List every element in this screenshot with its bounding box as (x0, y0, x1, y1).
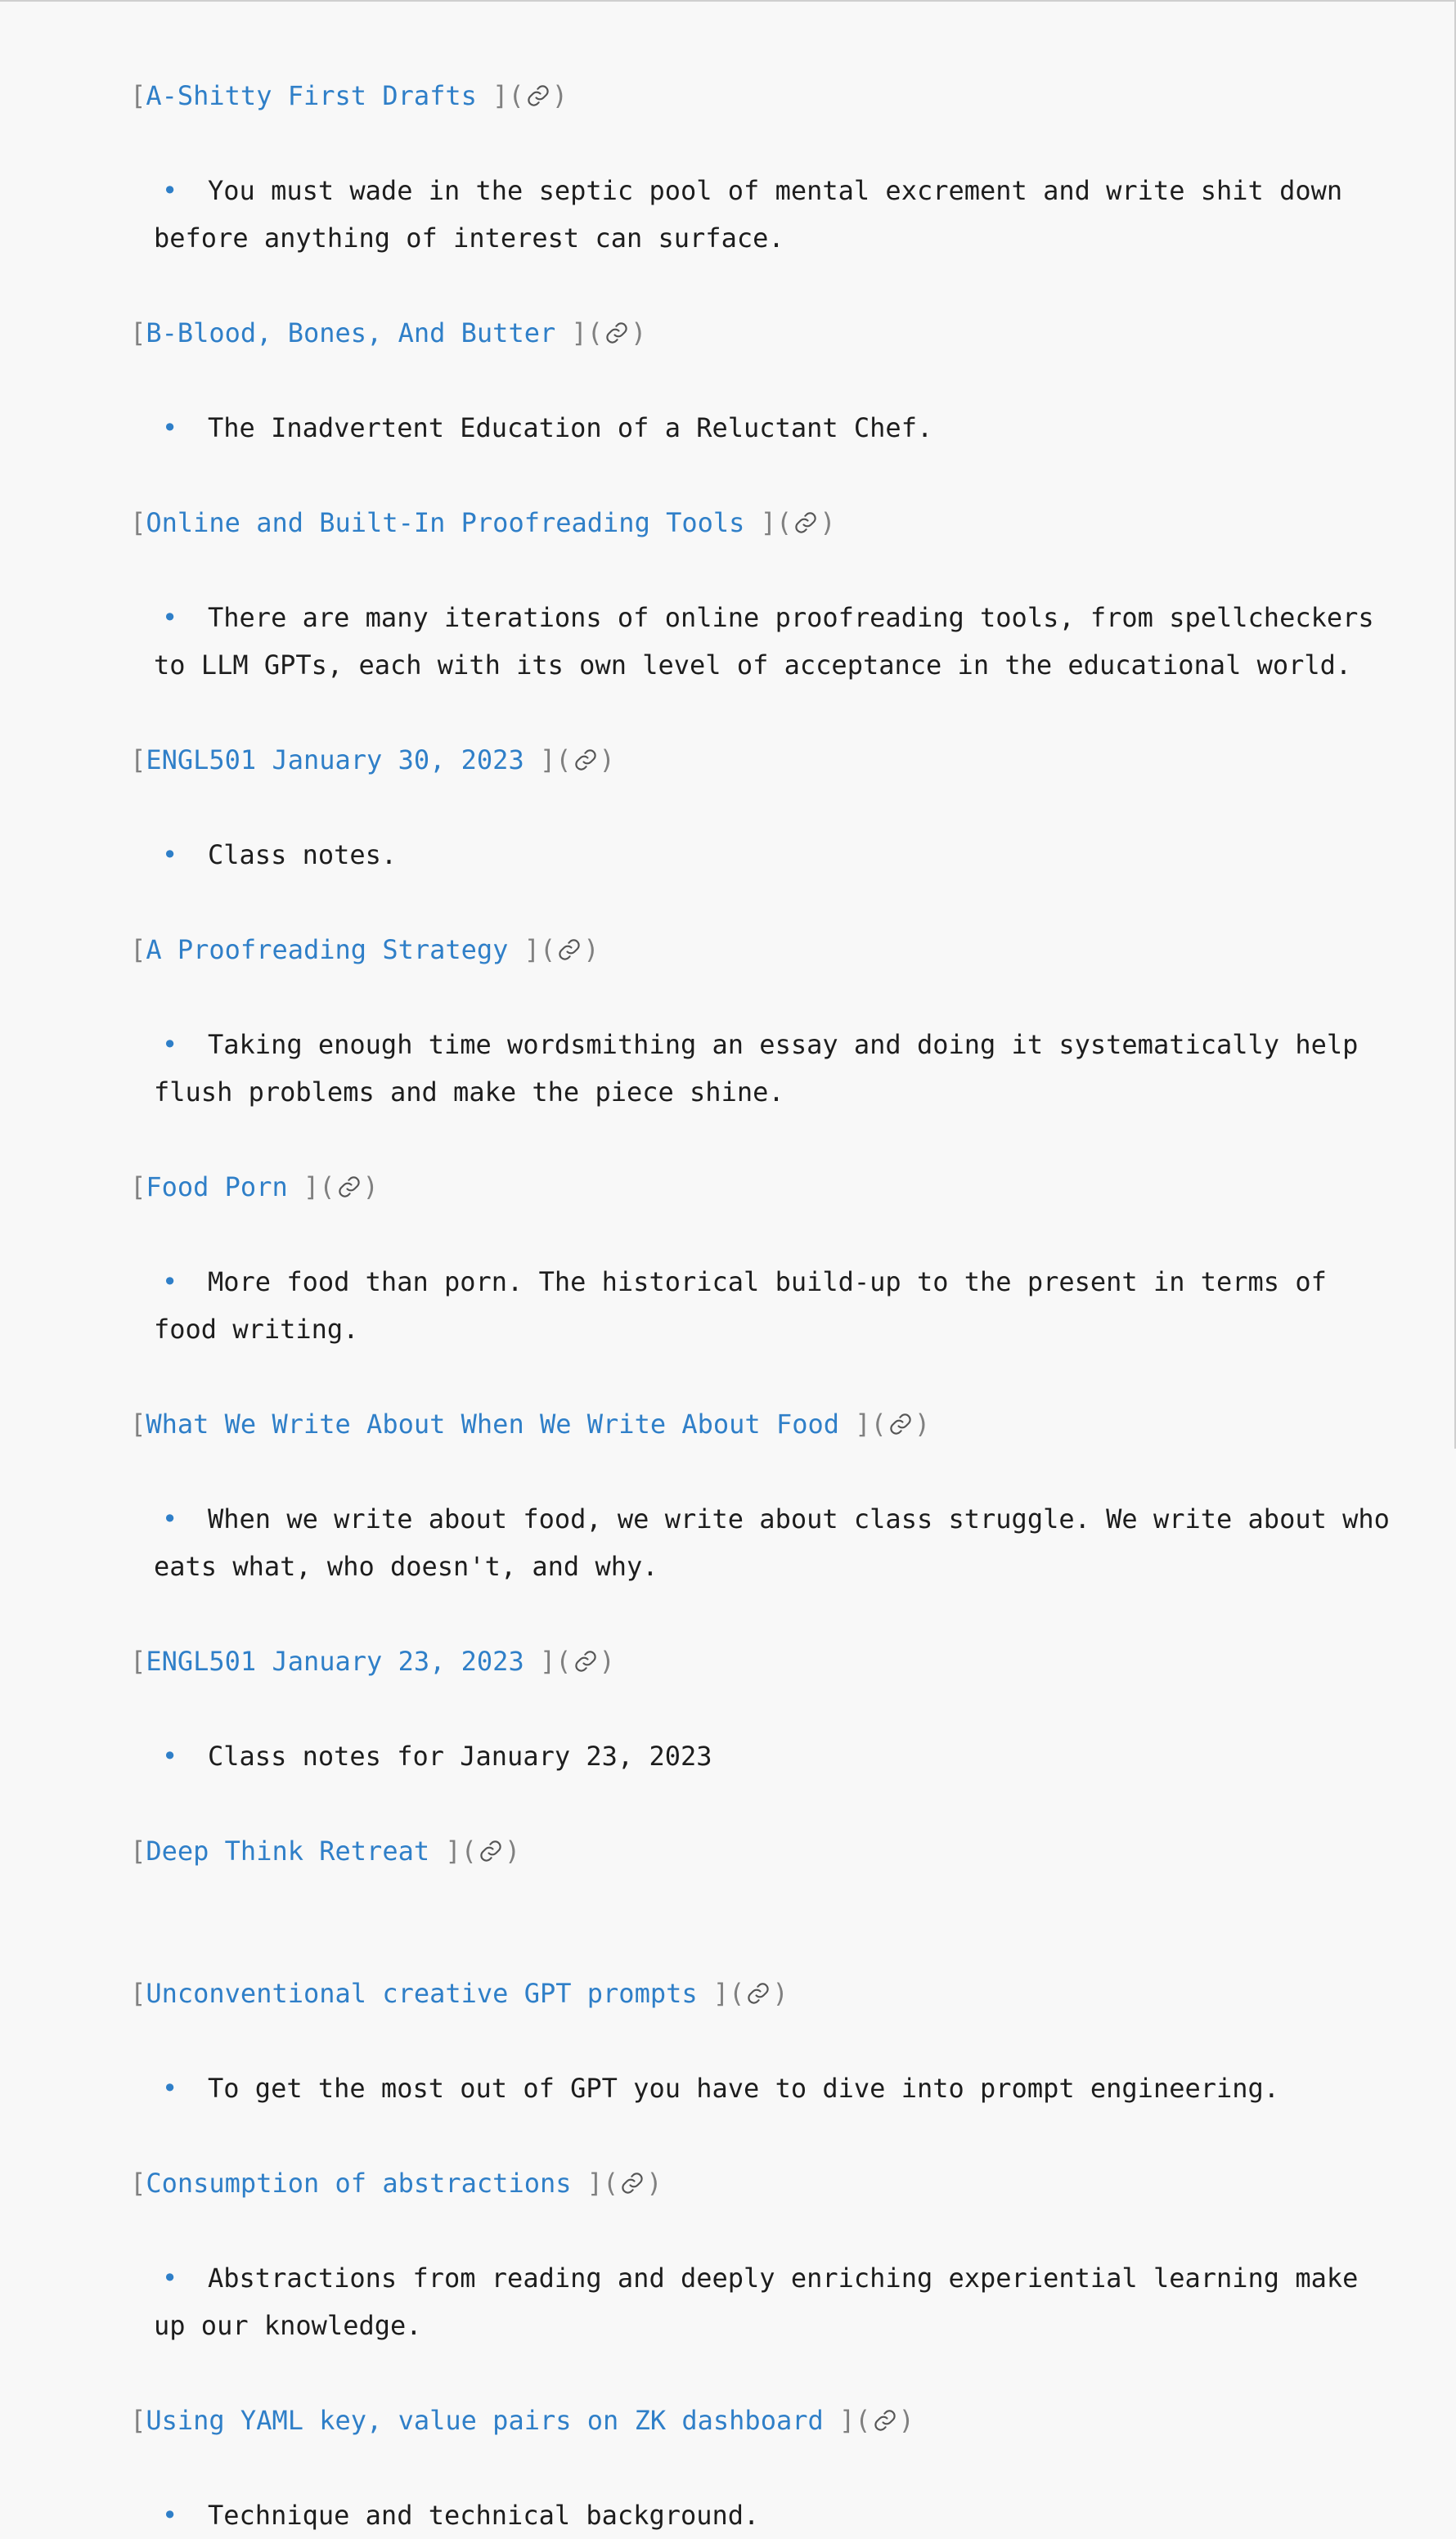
bullet-dot: • (162, 1741, 178, 1772)
bullet-dot: • (162, 175, 178, 206)
bullet-dot: • (162, 2500, 178, 2531)
link-close-syntax: ]( (823, 2405, 871, 2436)
link-icon[interactable] (873, 2408, 897, 2433)
note-description-7: When we write about food, we write about class struggle. We write about who eats what, who doesn't, and why. (154, 1503, 1390, 1582)
markdown-link-line-9[interactable] (67, 1780, 1392, 1922)
open-bracket: [ (130, 2168, 146, 2199)
close-paren: ) (583, 934, 600, 965)
open-bracket: [ (130, 2405, 146, 2436)
markdown-link-line-12[interactable] (67, 2349, 1392, 2492)
note-link-title-11[interactable]: Consumption of abstractions (146, 2168, 572, 2199)
bullet-dot: • (162, 602, 178, 633)
description-bullet-3 (67, 594, 1392, 689)
close-paren: ) (631, 317, 647, 348)
link-icon[interactable] (888, 1412, 913, 1436)
link-icon[interactable] (620, 2171, 645, 2195)
note-description-6: More food than porn. The historical build-up to the present in terms of food writing. (154, 1266, 1327, 1345)
open-bracket: [ (130, 1646, 146, 1677)
close-paren: ) (551, 80, 568, 111)
note-description-4: Class notes. (208, 839, 398, 870)
close-paren: ) (914, 1409, 931, 1440)
note-description-11: Abstractions from reading and deeply enriching experiential learning make up our knowledge. (154, 2263, 1359, 2341)
note-link-title-1[interactable]: A-Shitty First Drafts (146, 80, 477, 111)
description-bullet-2 (67, 404, 1392, 452)
note-link-title-8[interactable]: ENGL501 January 23, 2023 (146, 1646, 524, 1677)
link-icon[interactable] (793, 510, 818, 535)
markdown-link-line-11[interactable] (67, 2112, 1392, 2254)
close-paren: ) (599, 744, 615, 775)
open-bracket: [ (130, 744, 146, 775)
markdown-link-line-4[interactable] (67, 689, 1392, 831)
note-description-5: Taking enough time wordsmithing an essay and doing it systematically help flush problems and make the piece shine. (154, 1029, 1359, 1108)
link-icon[interactable] (526, 83, 550, 108)
bullet-dot: • (162, 2073, 178, 2104)
note-description-2: The Inadvertent Education of a Reluctant Chef. (208, 412, 933, 443)
note-description-12: Technique and technical background. (208, 2500, 760, 2531)
note-description-10: To get the most out of GPT you have to dive into prompt engineering. (208, 2073, 1280, 2104)
open-bracket: [ (130, 934, 146, 965)
open-bracket: [ (130, 507, 146, 538)
markdown-link-line-1[interactable] (67, 25, 1392, 167)
bullet-dot: • (162, 1503, 178, 1535)
close-paren: ) (772, 1978, 789, 2009)
note-link-title-4[interactable]: ENGL501 January 30, 2023 (146, 744, 524, 775)
open-bracket: [ (130, 1409, 146, 1440)
link-close-syntax: ]( (287, 1171, 335, 1202)
bullet-dot: • (162, 1029, 178, 1060)
bullet-dot: • (162, 412, 178, 443)
open-bracket: [ (130, 317, 146, 348)
description-bullet-5 (67, 1021, 1392, 1116)
bullet-dot: • (162, 839, 178, 870)
link-icon[interactable] (337, 1175, 362, 1199)
note-link-title-12[interactable]: Using YAML key, value pairs on ZK dashboard (146, 2405, 824, 2436)
link-icon[interactable] (573, 748, 598, 772)
markdown-link-line-5[interactable] (67, 879, 1392, 1021)
note-link-title-7[interactable]: What We Write About When We Write About Food (146, 1409, 840, 1440)
markdown-link-line-3[interactable] (67, 452, 1392, 594)
link-close-syntax: ]( (524, 744, 572, 775)
link-icon[interactable] (573, 1649, 598, 1674)
link-icon[interactable] (479, 1839, 503, 1863)
link-icon[interactable] (557, 937, 582, 962)
description-bullet-12 (67, 2492, 1392, 2539)
link-icon[interactable] (604, 321, 629, 345)
bullet-dot: • (162, 2263, 178, 2294)
markdown-link-line-2[interactable] (67, 262, 1392, 404)
link-close-syntax: ]( (524, 1646, 572, 1677)
description-bullet-8 (67, 1732, 1392, 1780)
link-close-syntax: ]( (839, 1409, 887, 1440)
note-link-title-10[interactable]: Unconventional creative GPT prompts (146, 1978, 698, 2009)
close-paren: ) (362, 1171, 379, 1202)
description-bullet-6 (67, 1258, 1392, 1353)
bullet-dot: • (162, 1266, 178, 1297)
markdown-link-line-7[interactable] (67, 1353, 1392, 1495)
description-bullet-10 (67, 2065, 1392, 2112)
markdown-link-line-8[interactable] (67, 1590, 1392, 1732)
markdown-link-line-10[interactable] (67, 1922, 1392, 2065)
link-close-syntax: ]( (476, 80, 524, 111)
open-bracket: [ (130, 80, 146, 111)
description-bullet-1 (67, 167, 1392, 262)
open-bracket: [ (130, 1978, 146, 2009)
description-bullet-7 (67, 1495, 1392, 1590)
link-close-syntax: ]( (571, 2168, 619, 2199)
close-paren: ) (898, 2405, 914, 2436)
note-link-title-9[interactable]: Deep Think Retreat (146, 1836, 430, 1867)
open-bracket: [ (130, 1836, 146, 1867)
link-close-syntax: ]( (429, 1836, 477, 1867)
note-link-title-6[interactable]: Food Porn (146, 1171, 288, 1202)
note-description-1: You must wade in the septic pool of mental excrement and write shit down before anything of interest can surface. (154, 175, 1343, 254)
note-link-title-3[interactable]: Online and Built-In Proofreading Tools (146, 507, 745, 538)
markdown-link-line-6[interactable] (67, 1116, 1392, 1258)
description-bullet-4 (67, 831, 1392, 879)
open-bracket: [ (130, 1171, 146, 1202)
close-paren: ) (504, 1836, 521, 1867)
note-description-8: Class notes for January 23, 2023 (208, 1741, 712, 1772)
close-paren: ) (599, 1646, 615, 1677)
close-paren: ) (820, 507, 836, 538)
markdown-editor-content[interactable] (67, 25, 1392, 2539)
note-description-3: There are many iterations of online proofreading tools, from spellcheckers to LLM GPTs, each with its own level of acceptance in the educational world. (154, 602, 1374, 681)
close-paren: ) (646, 2168, 663, 2199)
link-icon[interactable] (746, 1981, 771, 2006)
link-close-syntax: ]( (555, 317, 604, 348)
note-link-title-2[interactable]: B-Blood, Bones, And Butter (146, 317, 556, 348)
note-link-title-5[interactable]: A Proofreading Strategy (146, 934, 509, 965)
description-bullet-11 (67, 2254, 1392, 2349)
link-close-syntax: ]( (508, 934, 556, 965)
link-close-syntax: ]( (697, 1978, 745, 2009)
link-close-syntax: ]( (744, 507, 793, 538)
